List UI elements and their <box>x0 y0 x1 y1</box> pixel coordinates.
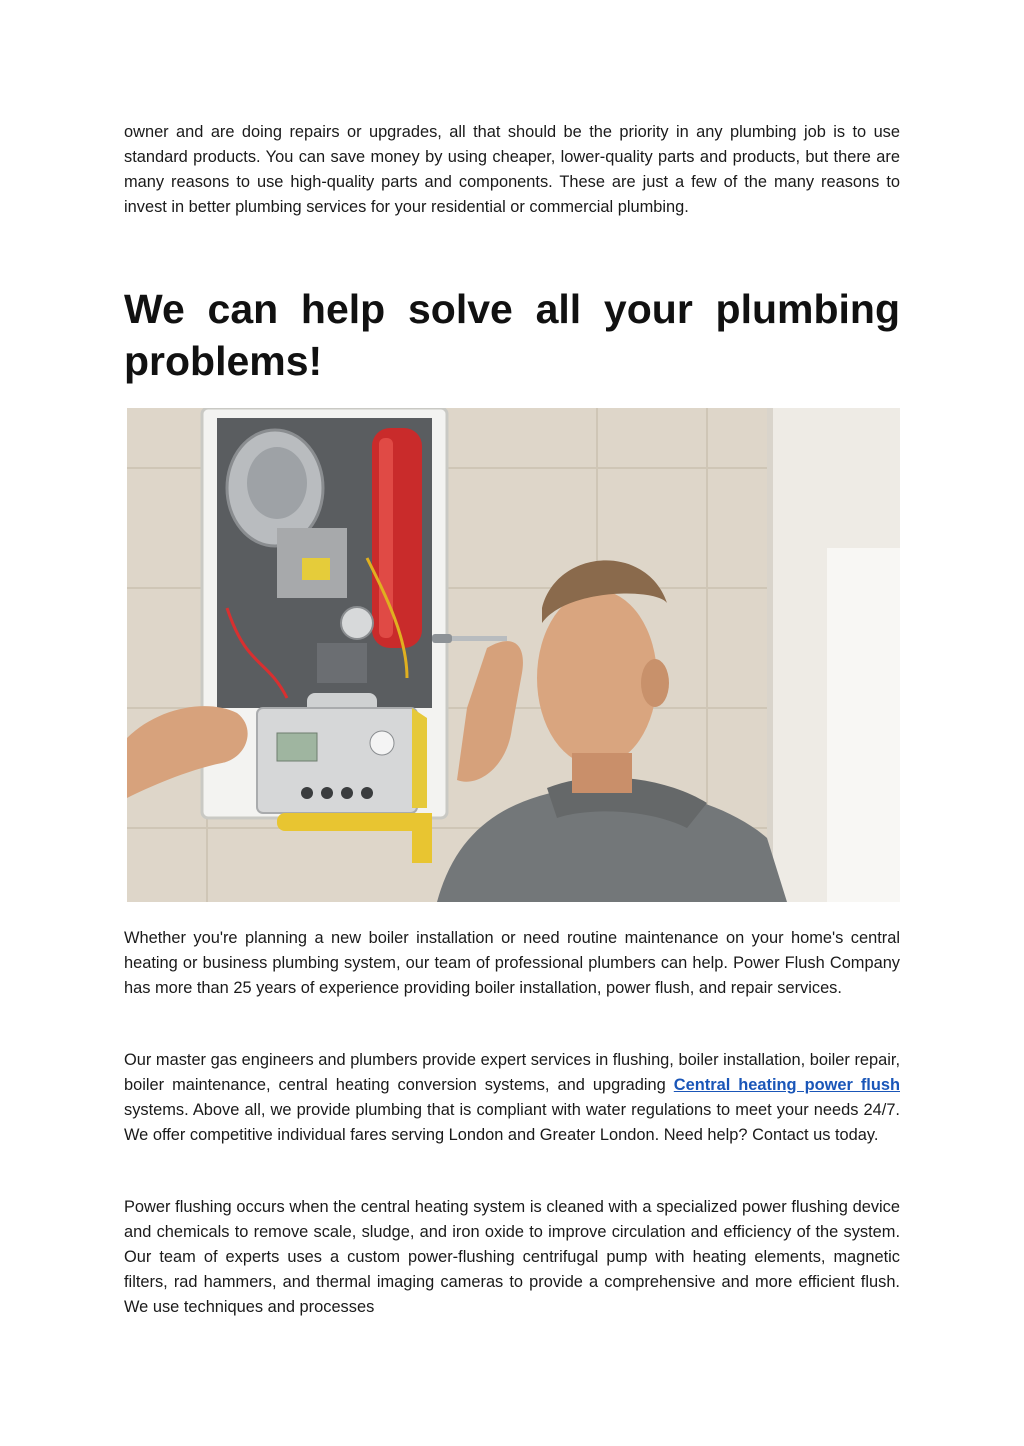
section-heading-line-1: We can help solve all your plumbing <box>124 286 900 332</box>
paragraph-3-text-before-link: Our master gas engineers and plumbers provide expert services in flushing, boiler installation, boiler repair, boiler maintenance, central heating conversion systems, and upgrading <box>124 1051 900 1094</box>
section-heading <box>124 283 900 387</box>
section-heading-line-2: problems! <box>124 338 323 384</box>
boiler-technician-photo <box>127 408 900 902</box>
paragraph-boiler-installation: Whether you're planning a new boiler installation or need routine maintenance on your home's central heating or business plumbing system, our team of professional plumbers can help. Power Flush Company has more than 25 years of experience providing boiler installation, power flush, and repair services. <box>124 929 900 997</box>
photo-illustration <box>127 408 900 902</box>
paragraph-power-flushing: Power flushing occurs when the central heating system is cleaned with a specialized power flushing device and chemicals to remove scale, sludge, and iron oxide to improve circulation and efficiency of the system. Our team of experts uses a custom power-flushing centrifugal pump with heating elements, magnetic filters, rad hammers, and thermal imaging cameras to provide a comprehensive and more efficient flush. We use techniques and processes <box>124 1198 900 1316</box>
paragraph-3-text-after-link: systems. Above all, we provide plumbing that is compliant with water regulations to meet your needs 24/7. We offer competitive individual fares serving London and Greater London. Need help? Contact us today. <box>124 1100 900 1144</box>
central-heating-power-flush-link[interactable]: Central heating power flush <box>673 1075 900 1094</box>
paragraph-master-gas-engineers <box>124 1048 900 1148</box>
intro-paragraph: owner and are doing repairs or upgrades, all that should be the priority in any plumbing job is to use standard products. You can save money by using cheaper, lower-quality parts and products, but there are many reasons to use high-quality parts and components. These are just a few of the many reasons to invest in better plumbing services for your residential or commercial plumbing. <box>124 123 900 216</box>
